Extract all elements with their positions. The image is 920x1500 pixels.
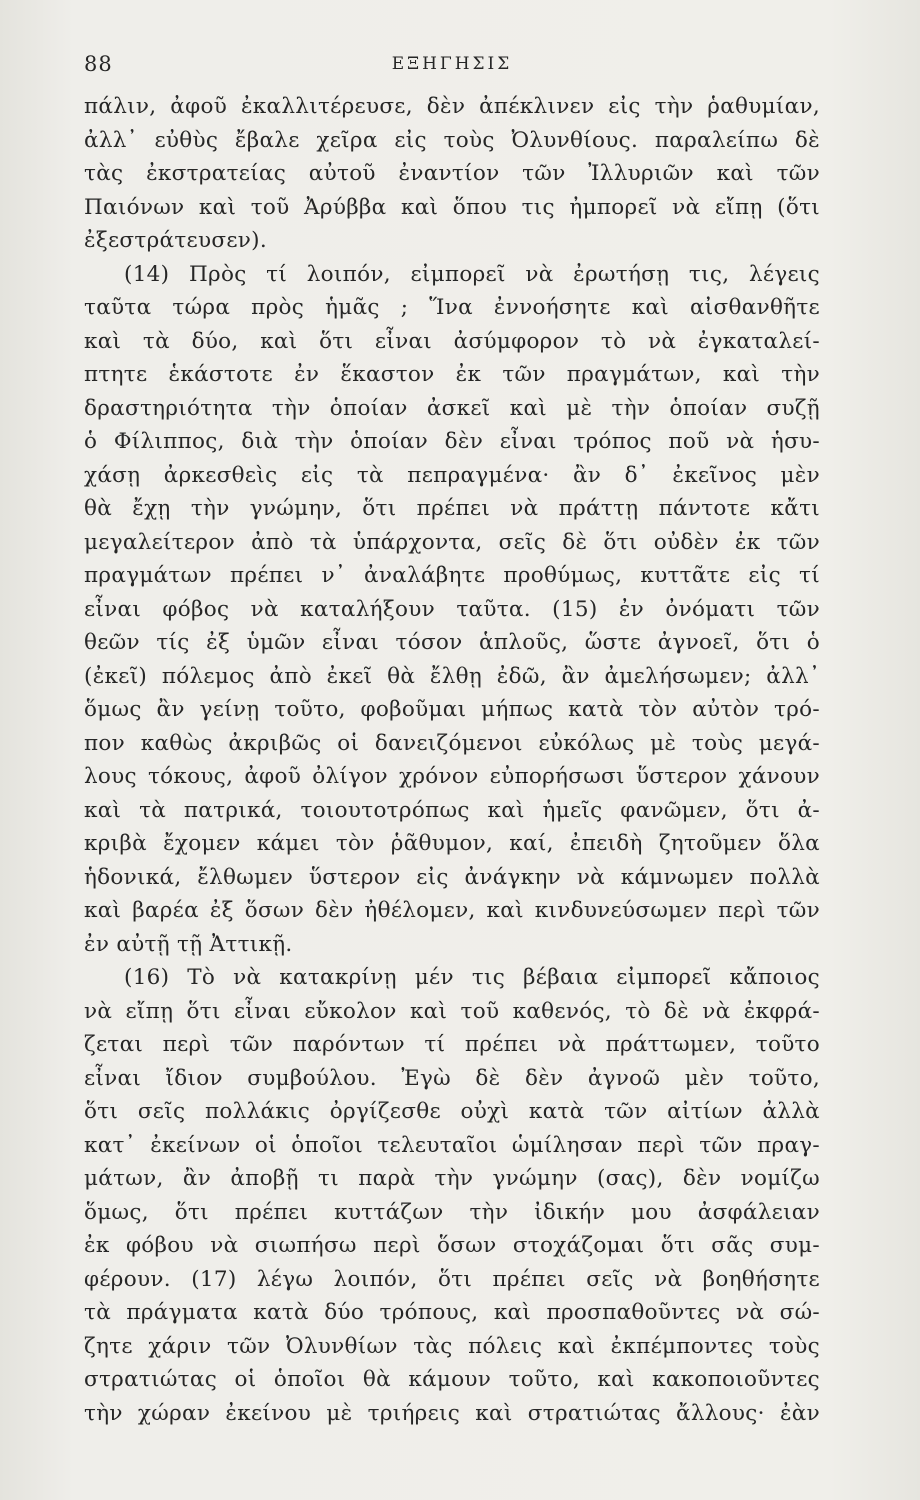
- text-line: τὰς ἐκστρατείας αὐτοῦ ἐναντίον τῶν Ἰλλυριῶν καὶ τῶν: [84, 161, 820, 186]
- text-line: ὅμως ἂν γείνῃ τοῦτο, φοβοῦμαι μήπως κατὰ τὸν αὐτὸν τρό-: [84, 697, 820, 722]
- text-line: μεγαλείτερον ἀπὸ τὰ ὑπάρχοντα, σεῖς δὲ ὅτι οὐδὲν ἐκ τῶν: [84, 529, 820, 555]
- paragraph-start-line: (16) Τὸ νὰ κατακρίνῃ μέν τις βέβαια εἰμπορεῖ κἄποιος: [124, 965, 820, 990]
- text-line: χάσῃ ἀρκεσθεὶς εἰς τὰ πεπραγμένα· ἂν δ᾽ ἐκεῖνος μὲν: [84, 462, 820, 488]
- text-line: πάλιν, ἀφοῦ ἐκαλλιτέρευσε, δὲν ἀπέκλινεν εἰς τὴν ῥαθυμίαν,: [84, 94, 820, 119]
- text-line: ἡδονικά, ἔλθωμεν ὕστερον εἰς ἀνάγκην νὰ κάμνωμεν πολλὰ: [84, 864, 820, 890]
- text-line: ταῦτα τώρα πρὸς ἡμᾶς ; Ἵνα ἐννοήσητε καὶ αἰσθανθῆτε: [84, 295, 820, 320]
- text-line: ζεται περὶ τῶν παρόντων τί πρέπει νὰ πράττωμεν, τοῦτο: [84, 1032, 820, 1057]
- text-line: πον καθὼς ἀκριβῶς οἱ δανειζόμενοι εὐκόλως μὲ τοὺς μεγά-: [84, 730, 820, 756]
- text-line: κατ᾽ ἐκείνων οἱ ὁποῖοι τελευταῖοι ὡμίλησαν περὶ τῶν πραγ-: [84, 1132, 820, 1158]
- text-line: εἶναι ἴδιον συμβούλου. Ἐγὼ δὲ δὲν ἀγνοῶ μὲν τοῦτο,: [84, 1065, 820, 1091]
- text-line: ὅτι σεῖς πολλάκις ὀργίζεσθε οὐχὶ κατὰ τῶν αἰτίων ἀλλὰ: [84, 1099, 820, 1124]
- text-line: καὶ τὰ πατρικά, τοιουτοτρόπως καὶ ἡμεῖς φανῶμεν, ὅτι ἀ-: [84, 797, 820, 823]
- text-line: πραγμάτων πρέπει ν᾽ ἀναλάβητε προθύμως, κυττᾶτε εἰς τί: [84, 563, 820, 588]
- text-line: καὶ τὰ δύο, καὶ ὅτι εἶναι ἀσύμφορον τὸ νὰ ἐγκαταλεί-: [84, 328, 820, 354]
- text-line: ὅμως, ὅτι πρέπει κυττάζων τὴν ἰδικήν μου ἀσφάλειαν: [84, 1199, 820, 1225]
- text-line: τὴν χώραν ἐκείνου μὲ τριήρεις καὶ στρατιώτας ἄλλους· ἐὰν: [84, 1400, 820, 1426]
- text-line: ἐν αὐτῇ τῇ Ἀττικῇ.: [84, 931, 293, 957]
- text-line: στρατιώτας οἱ ὁποῖοι θὰ κάμουν τοῦτο, καὶ κακοποιοῦντες: [84, 1367, 820, 1392]
- text-line: πτητε ἑκάστοτε ἐν ἕκαστον ἐκ τῶν πραγμάτων, καὶ τὴν: [84, 362, 820, 387]
- text-line: θὰ ἔχῃ τὴν γνώμην, ὅτι πρέπει νὰ πράττῃ πάντοτε κἄτι: [84, 496, 820, 521]
- text-line: ἀλλ᾽ εὐθὺς ἔβαλε χεῖρα εἰς τοὺς Ὀλυνθίους. παραλείπω δὲ: [84, 127, 820, 153]
- text-line: ἐκ φόβου νὰ σιωπήσω περὶ ὅσων στοχάζομαι ὅτι σᾶς συμ-: [84, 1233, 820, 1258]
- page-number: 88: [84, 52, 113, 76]
- text-line: κριβὰ ἔχομεν κάμει τὸν ῥᾶθυμον, καί, ἐπειδὴ ζητοῦμεν ὅλα: [84, 831, 820, 856]
- text-line: τὰ πράγματα κατὰ δύο τρόπους, καὶ προσπαθοῦντες νὰ σώ-: [84, 1300, 820, 1325]
- text-line: (ἐκεῖ) πόλεμος ἀπὸ ἐκεῖ θὰ ἔλθῃ ἐδῶ, ἂν ἀμελήσωμεν; ἀλλ᾽: [84, 663, 820, 689]
- text-line: θεῶν τίς ἐξ ὑμῶν εἶναι τόσον ἁπλοῦς, ὥστε ἀγνοεῖ, ὅτι ὁ: [84, 630, 820, 655]
- text-line: δραστηριότητα τὴν ὁποίαν ἀσκεῖ καὶ μὲ τὴν ὁποίαν συζῇ: [84, 395, 820, 421]
- text-line: εἶναι φόβος νὰ καταλήξουν ταῦτα. (15) ἐν ὀνόματι τῶν: [84, 596, 820, 622]
- text-line: ἐξεστράτευσεν).: [84, 228, 267, 253]
- body-text: [84, 90, 820, 1430]
- text-line: φέρουν. (17) λέγω λοιπόν, ὅτι πρέπει σεῖς νὰ βοηθήσητε: [84, 1266, 820, 1292]
- text-line: λους τόκους, ἀφοῦ ὀλίγον χρόνον εὐπορήσωσι ὕστερον χάνουν: [84, 764, 820, 789]
- paragraph-start-line: (14) Πρὸς τί λοιπόν, εἰμπορεῖ νὰ ἐρωτήσῃ τις, λέγεις: [124, 261, 820, 287]
- text-line: νὰ εἴπῃ ὅτι εἶναι εὔκολον καὶ τοῦ καθενός, τὸ δὲ νὰ ἐκφρά-: [84, 998, 820, 1024]
- text-line: μάτων, ἂν ἀποβῇ τι παρὰ τὴν γνώμην (σας), δὲν νομίζω: [84, 1166, 820, 1191]
- text-line: ὁ Φίλιππος, διὰ τὴν ὁποίαν δὲν εἶναι τρόπος ποῦ νὰ ἡσυ-: [84, 429, 820, 454]
- text-line: ζητε χάριν τῶν Ὀλυνθίων τὰς πόλεις καὶ ἐκπέμποντες τοὺς: [84, 1333, 820, 1359]
- text-line: καὶ βαρέα ἐξ ὅσων δὲν ἠθέλομεν, καὶ κινδυνεύσωμεν περὶ τῶν: [84, 898, 820, 923]
- page-header: [84, 52, 820, 82]
- text-line: Παιόνων καὶ τοῦ Ἀρύββα καὶ ὅπου τις ἠμπορεῖ νὰ εἴπῃ (ὅτι: [84, 194, 820, 220]
- running-head: ΕΞΗΓΗΣΙΣ: [391, 54, 513, 74]
